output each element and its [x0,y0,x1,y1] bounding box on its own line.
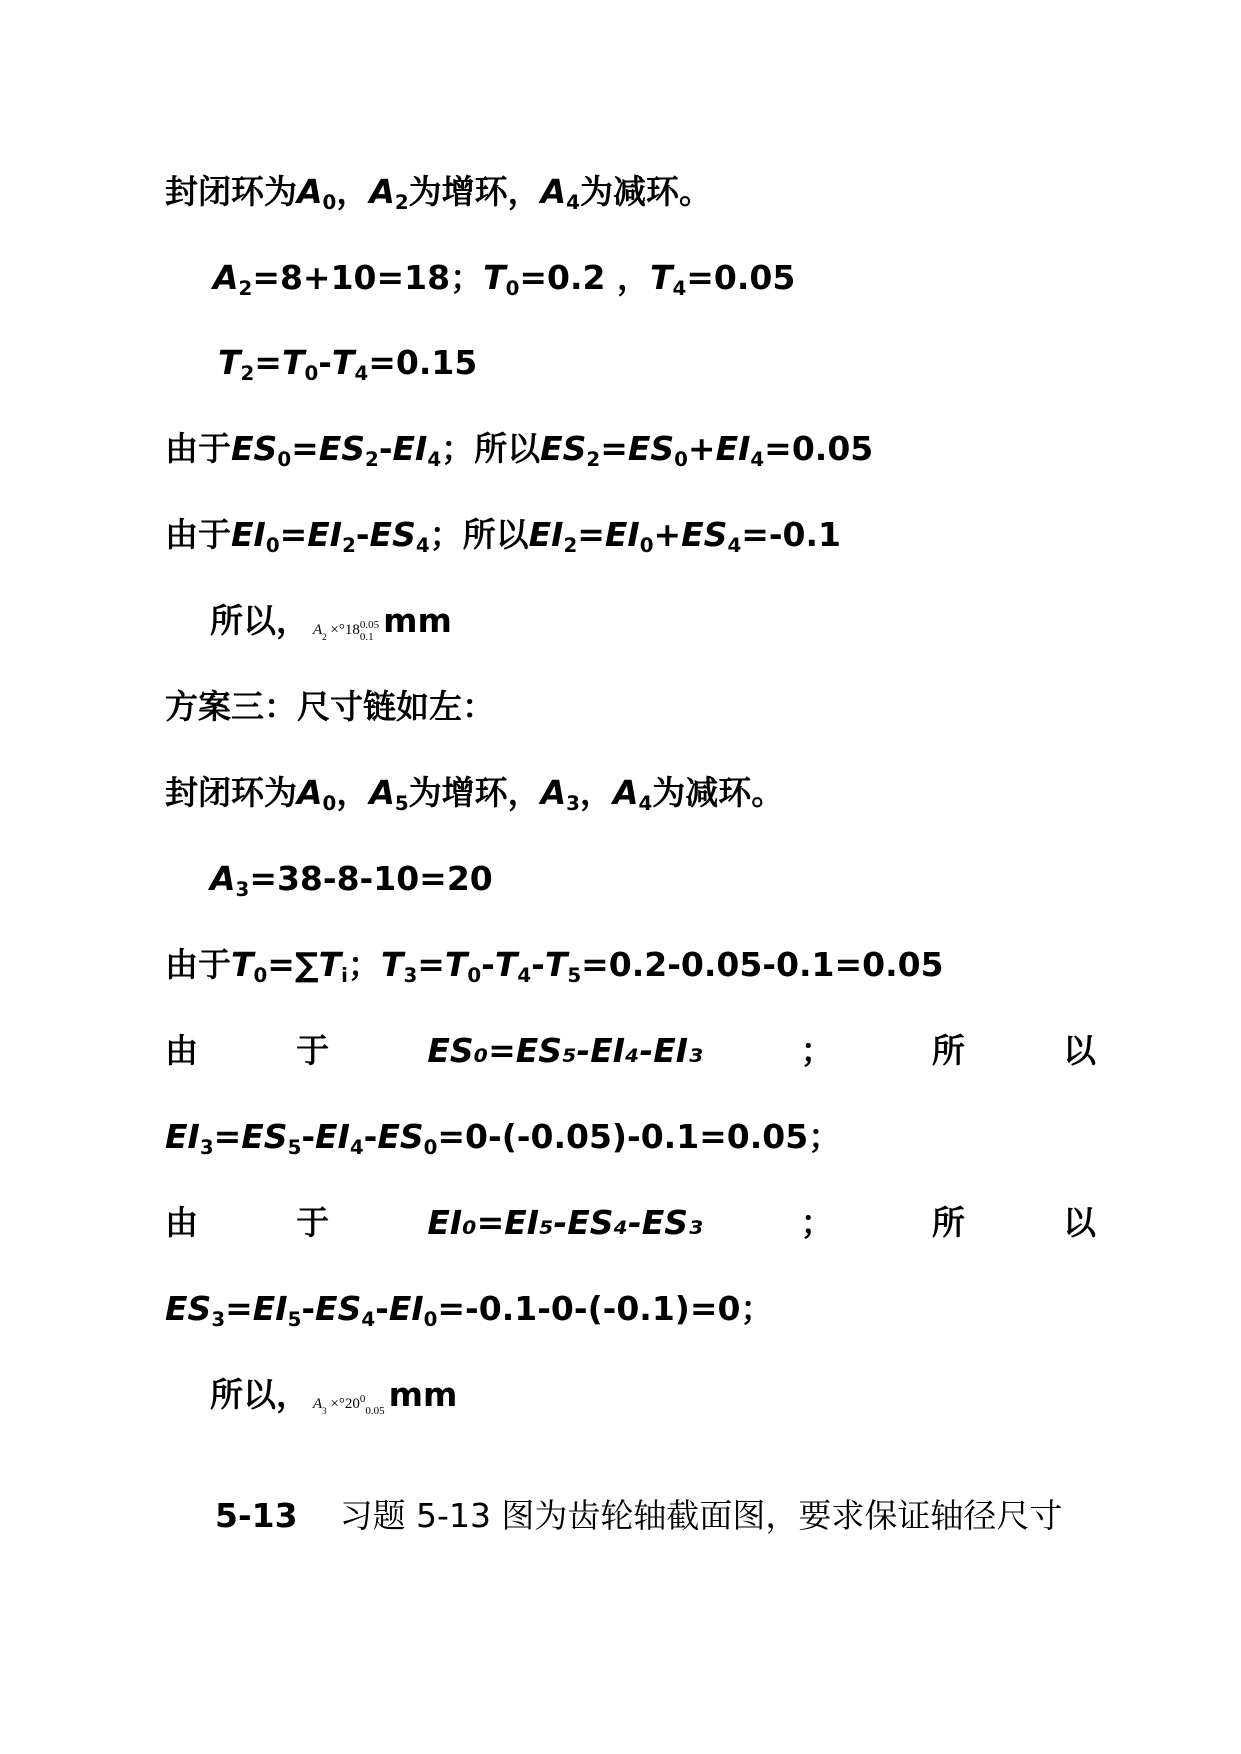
variable: EI [392,429,428,468]
subscript: 2 [394,191,409,214]
subscript: 2 [342,534,356,557]
text-run: 为增环， [408,172,541,211]
subscript: 2 [238,277,253,300]
text-run: - [355,515,370,554]
subscript: 4 [566,191,580,214]
subscript: 0 [265,534,280,557]
line-result-a2: 所以， $A_2 \times^\circ 18$ 0.05 0.1 mm [210,601,452,648]
justified-token: 于 [296,1203,330,1242]
subscript: 4 [415,534,430,557]
text-run: =0.15 [368,343,478,382]
text-run: =38-8-10=20 [249,859,493,898]
text-run: 为减环。 [652,773,785,812]
formula-a3: $A_3 \times^\circ 20^0_{0.05}$ [313,1393,385,1417]
variable: ES [377,1117,424,1156]
text-run: =0.2 ， [519,258,650,297]
subscript: i [341,964,348,987]
variable: T [331,343,355,382]
line-t2 [218,343,477,383]
variable: T [544,945,568,984]
text-run: 由于 [165,945,231,984]
text-run: =∑ [267,945,319,984]
text-run: 方案三：尺寸链如左： [165,687,495,726]
variable: A [210,859,236,898]
line-es0-justified [165,1031,1096,1071]
variable: EI [388,1289,424,1328]
justified-token: ； [800,1203,834,1242]
subscript: 0 [322,792,337,815]
text-run: =-0.1-0-(-0.1)=0； [437,1289,774,1328]
line-closed-ring-2 [165,773,784,813]
justified-token: 于 [296,1031,330,1070]
text-run: - [301,1117,316,1156]
variable: ES [165,1289,212,1328]
subscript: 5 [287,1136,302,1159]
text-run: = [279,515,308,554]
variable: A [297,773,323,812]
variable: EI [252,1289,288,1328]
text-run: - [378,429,393,468]
subscript: 0 [322,191,337,214]
subscript: 3 [235,878,250,901]
subscript: 0 [423,1136,438,1159]
text-run: =0-(-0.05)-0.1=0.05； [437,1117,842,1156]
text-run: ；所以 [441,429,541,468]
subscript: 4 [427,448,442,471]
variable: EI [307,515,343,554]
subscript: 3 [211,1308,226,1331]
justified-token: ； [800,1031,834,1070]
text-run: 由于 [165,429,231,468]
line-ei3 [165,1117,841,1157]
text-run: = [417,945,445,984]
text-run: =-0.1 [741,515,842,554]
text-run: = [291,429,319,468]
text-run: = [225,1289,253,1328]
problem-text: 习题 5-13 图为齿轮轴截面图，要求保证轴径尺寸 [339,1496,1063,1535]
subscript: 0 [423,1308,438,1331]
subscript: 5 [287,1308,302,1331]
text-run: ， [336,773,370,812]
variable: ES [231,429,278,468]
justified-token: 所 [931,1031,965,1070]
variable: T [649,258,673,297]
subscript: 0 [674,448,688,471]
line-ei0-justified [165,1203,1096,1243]
variable: ES [369,515,416,554]
text-run: + [687,429,716,468]
subscript: 4 [361,1308,376,1331]
line-result-a3: 所以， $A_3 \times^\circ 20^0_{0.05}$ mm [210,1375,457,1422]
variable: T [318,945,342,984]
variable: EI [165,1117,200,1156]
line-es3 [165,1289,774,1329]
justified-token: 以 [1062,1031,1096,1070]
variable: A [540,773,567,812]
line-ei2 [165,515,841,555]
justified-token: 由 [165,1031,198,1070]
justified-token: ES₀=ES₅-EI₄-EI₃ [427,1031,703,1070]
subscript: 0 [304,362,319,385]
line-t3 [165,945,944,985]
subscript: 3 [403,964,418,987]
justified-token: EI₀=EI₅-ES₄-ES₃ [427,1203,703,1242]
subscript: 4 [638,792,653,815]
subscript: 0 [505,277,520,300]
subscript: 2 [240,362,255,385]
text-run: ， [336,172,370,211]
subscript: 4 [672,277,687,300]
text-run: ； [347,945,381,984]
problem-5-13 [215,1496,1062,1536]
text-run: + [653,515,682,554]
formula-a2: $A_2 \times^\circ 18$ 0.05 0.1 [313,618,380,643]
text-run: ；所以 [429,515,529,554]
subscript: 4 [349,1136,364,1159]
subscript: 2 [586,448,601,471]
variable: A [369,773,395,812]
text-run: - [531,945,545,984]
text-run: - [318,343,332,382]
text-run: = [213,1117,242,1156]
problem-number: 5-13 [215,1496,298,1535]
variable: T [380,945,404,984]
variable: A [213,258,239,297]
text-run: =0.05 [686,258,796,297]
variable: A [612,773,639,812]
variable: T [444,945,468,984]
text-run: - [301,1289,316,1328]
variable: T [494,945,518,984]
variable: ES [318,429,366,468]
subscript: 4 [517,964,532,987]
subscript: 0 [277,448,292,471]
text-run: - [481,945,495,984]
variable: T [231,945,254,984]
variable: ES [681,515,728,554]
line-closed-ring-1 [165,172,712,212]
subscript: 4 [727,534,742,557]
variable: A [369,172,395,211]
line-es2 [165,429,873,469]
text-run: = [577,515,605,554]
variable: EI [604,515,640,554]
text-run: =8+10=18； [252,258,484,297]
line-plan-three [165,687,495,727]
text-run: 为减环。 [579,172,712,211]
text-run: 封闭环为 [165,773,297,812]
text-run: =0.05 [764,429,874,468]
variable: T [218,343,241,382]
variable: EI [231,515,266,554]
variable: ES [627,429,675,468]
text-run: ， [579,773,613,812]
justified-token: 以 [1062,1203,1096,1242]
text-run: =0.2-0.05-0.1=0.05 [581,945,944,984]
text-run: - [363,1117,378,1156]
subscript: 2 [365,448,379,471]
text-run: = [600,429,628,468]
variable: EI [528,515,564,554]
subscript: 4 [750,448,765,471]
variable: EI [715,429,751,468]
subscript: 0 [467,964,482,987]
line-a3 [210,859,493,899]
text-run: = [254,343,282,382]
subscript: 4 [354,362,369,385]
subscript: 5 [394,792,409,815]
variable: T [281,343,305,382]
variable: A [297,172,323,211]
line-a2-t0-t4 [213,258,795,298]
variable: EI [315,1117,350,1156]
justified-token: 所 [931,1203,965,1242]
text-run: - [375,1289,389,1328]
subscript: 0 [253,964,268,987]
subscript: 5 [567,964,582,987]
variable: A [540,172,567,211]
text-run: 为增环， [408,773,541,812]
variable: T [483,258,506,297]
justified-token: 由 [165,1203,198,1242]
subscript: 3 [566,792,580,815]
text-run: 由于 [165,515,231,554]
text-run: 封闭环为 [165,172,297,211]
subscript: 0 [639,534,654,557]
variable: ES [315,1289,362,1328]
subscript: 3 [199,1136,214,1159]
subscript: 2 [563,534,578,557]
variable: ES [540,429,587,468]
variable: ES [241,1117,288,1156]
